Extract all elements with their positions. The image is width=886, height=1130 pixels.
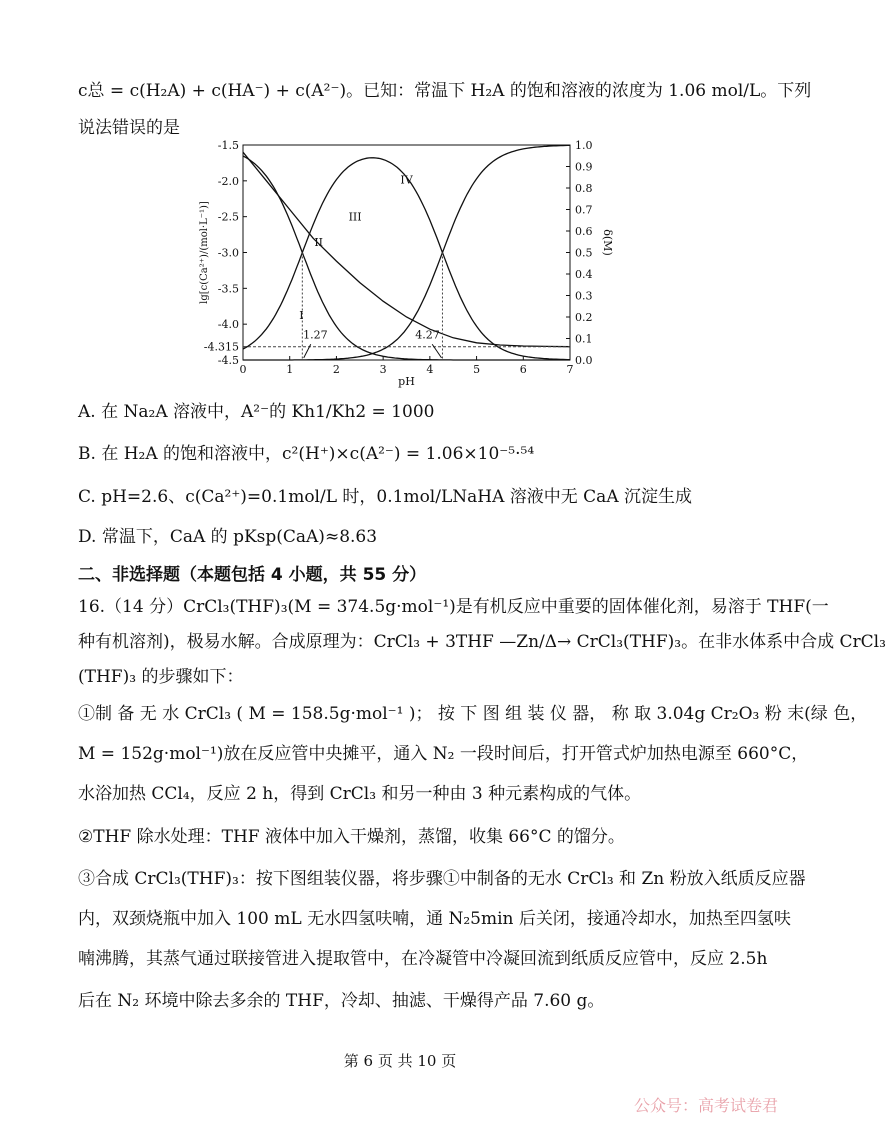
y-right-tick-label: 0.9 [575,160,593,174]
option-d-text: 常温下，CaA 的 pKsp(CaA)≈8.63 [101,527,378,547]
x-tick-label: 4 [426,363,434,376]
watermark: 公众号：高考试卷君 [633,1096,778,1115]
q16-line-4: ①制 备 无 水 CrCl₃ ( M = 158.5g·mol⁻¹ )； 按 下 图 组 装 仪 器， 称 取 3.04g Cr₂O₃ 粉 末(绿 色， [78,704,868,724]
y-right-tick-label: 0.6 [575,225,593,238]
series-label-II: II [314,236,324,250]
y-right-tick-label: 0.3 [575,289,593,303]
option-a-text: 在 Na₂A 溶液中，A²⁻的 Kh1/Kh2 = 1000 [101,402,435,422]
x-tick-label: 0 [239,363,247,376]
q16-line-5: M = 152g·mol⁻¹)放在反应管中央摊平，通入 N₂ 一段时间后，打开管式炉加热电源至 660°C， [78,744,809,764]
chart [195,135,615,390]
q16-line-7: ②THF 除水处理：THF 液体中加入干燥剂，蒸馏，收集 66°C 的馏分。 [78,827,625,847]
y-right-tick-label: 0.7 [575,203,593,217]
q16-line-3: (THF)₃ 的步骤如下： [78,667,244,687]
y-right-tick-label: 1.0 [575,139,593,152]
option-c-text: pH=2.6、c(Ca²⁺)=0.1mol/L 时，0.1mol/LNaHA 溶液中无 CaA 沉淀生成 [101,487,693,507]
annotation-pka2: 4.27 [415,328,440,342]
y-left-tick-label: -4.315 [203,340,239,354]
q16-line-2: 种有机溶剂)，极易水解。合成原理为：CrCl₃ + 3THF —Zn/Δ→ CrCl₃(THF)₃。在非水体系中合成 CrCl₃ [78,632,886,652]
intro-line-2: 说法错误的是 [78,118,180,138]
x-tick-label: 3 [379,363,387,376]
y-left-tick-label: -1.5 [217,139,239,152]
series-label-I: I [299,309,304,323]
section-heading: 二、非选择题（本题包括 4 小题，共 55 分） [78,565,427,585]
x-axis-label: pH [398,375,415,388]
y-left-tick-label: -2.5 [217,210,239,224]
series-label-III: III [348,210,362,224]
option-c [78,486,692,508]
option-a [78,401,434,423]
x-tick-label: 1 [286,363,294,376]
option-a-label: A. [78,402,96,422]
x-tick-label: 6 [519,363,527,376]
y-right-axis-label: δ(M) [601,229,614,256]
option-b [78,443,534,465]
q16-line-9: 内，双颈烧瓶中加入 100 mL 无水四氢呋喃，通 N₂5min 后关闭，接通冷却水，加热至四氢呋 [78,909,791,929]
x-tick-label: 5 [473,363,481,376]
y-right-tick-label: 0.0 [575,354,593,367]
y-right-tick-label: 0.5 [575,246,593,260]
q16-line-1: 16.（14 分）CrCl₃(THF)₃(M = 374.5g·mol⁻¹)是有机反应中重要的固体催化剂，易溶于 THF(一 [78,597,829,617]
page-footer: 第 6 页 共 10 页 [343,1052,457,1070]
series-label-IV: IV [400,173,413,187]
option-d [78,526,377,548]
option-c-label: C. [78,487,96,507]
option-d-label: D. [78,527,97,547]
y-left-tick-label: -2.0 [217,174,239,188]
y-left-tick-label: -3.0 [217,246,239,260]
y-right-tick-label: 0.2 [575,311,593,324]
x-tick-label: 7 [566,363,574,376]
x-tick-label: 2 [332,363,340,376]
q16-line-6: 水浴加热 CCl₄，反应 2 h，得到 CrCl₃ 和另一种由 3 种元素构成的气体。 [78,784,642,804]
y-right-tick-label: 0.1 [575,332,593,346]
annotation-pka1: 1.27 [303,328,328,342]
option-b-text: 在 H₂A 的饱和溶液中，c²(H⁺)×c(A²⁻) = 1.06×10⁻⁵·⁵⁴ [101,444,535,464]
q16-line-8: ③合成 CrCl₃(THF)₃：按下图组装仪器，将步骤①中制备的无水 CrCl₃ 和 Zn 粉放入纸质反应器 [78,869,806,889]
y-left-tick-label: -4.5 [217,354,239,367]
y-right-tick-label: 0.4 [575,268,593,281]
y-left-tick-label: -3.5 [217,282,239,296]
y-left-axis-label: lg[c(Ca²⁺)/(mol·L⁻¹)] [199,201,210,304]
option-b-label: B. [78,444,96,464]
y-right-tick-label: 0.8 [575,182,593,195]
q16-line-10: 喃沸腾，其蒸气通过联接管进入提取管中，在冷凝管中冷凝回流到纸质反应管中，反应 2.5h [78,949,768,969]
q16-line-11: 后在 N₂ 环境中除去多余的 THF，冷却、抽滤、干燥得产品 7.60 g。 [78,991,605,1011]
y-left-tick-label: -4.0 [217,318,239,332]
intro-line-1: c总 = c(H₂A) + c(HA⁻) + c(A²⁻)。已知：常温下 H₂A 的饱和溶液的浓度为 1.06 mol/L。下列 [78,81,812,101]
